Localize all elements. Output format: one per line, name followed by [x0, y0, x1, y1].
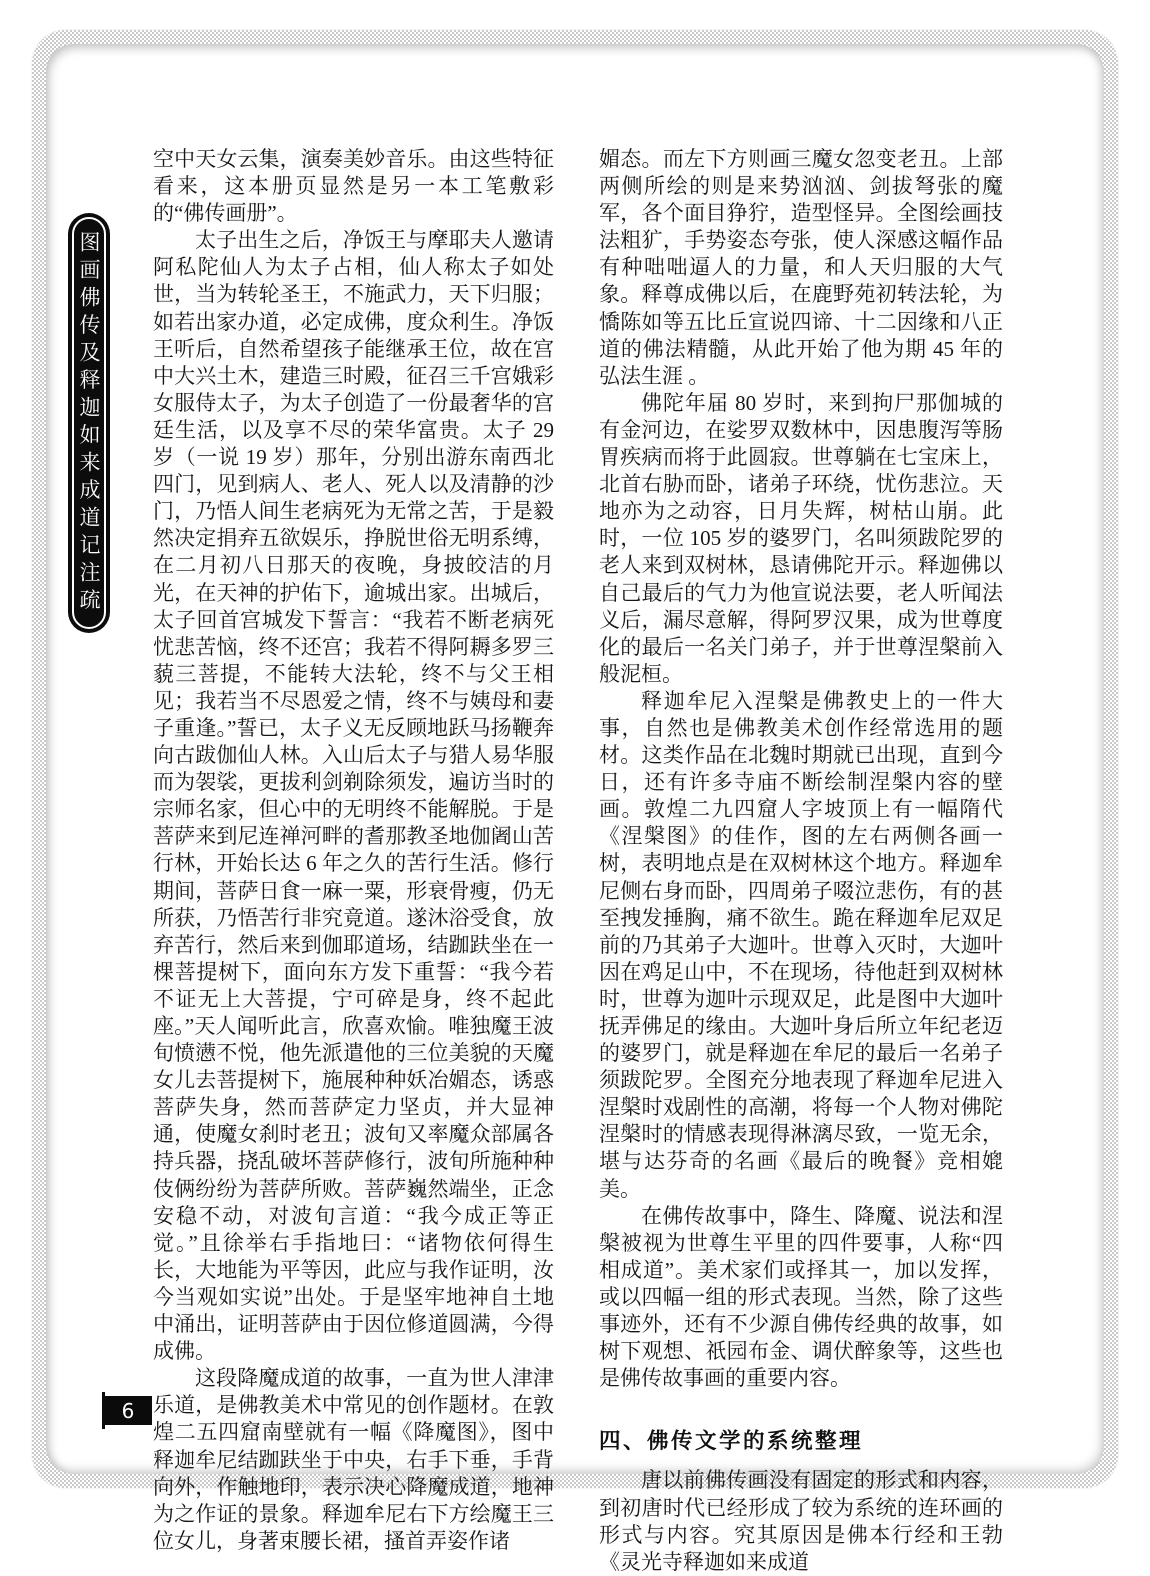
book-title-vertical-text: 图画佛传及释迦如来成道记注疏 [77, 230, 101, 616]
page-number-badge [104, 1396, 152, 1425]
paragraph: 太子出生之后，净饭王与摩耶夫人邀请阿私陀仙人为太子占相，仙人称太子如处世，当为转轮圣王，不施武力，天下归服；如若出家办道，必定成佛，度众利生。净饭王听后，自然希望孩子能继承王位，故在宫中大兴土木，建造三时殿，征召三千宫娥彩女服侍太子，为太子创造了一份最奢华的宫廷生活，以及享不尽的荣华富贵。太子 29 岁（一说 19 岁）那年，分别出游东南西北四门，见到病人、老人、死人以及清静的沙门，乃悟人间生老病死为无常之苦，于是毅然决定捐弃五欲娱乐，挣脱世俗无明系缚，在二月初八日那天的夜晚，身披皎洁的月光，在天神的护佑下，逾城出家。出城后，太子回首宫城发下誓言：“我若不断老病死忧悲苦恼，终不还宫；我若不得阿耨多罗三藐三菩提，不能转大法轮，终不与父王相见；我若当不尽恩爱之情，终不与姨母和妻子重逢。”誓已，太子义无反顾地跃马扬鞭奔向古跋伽仙人林。入山后太子与猎人易华服而为袈裟，更拔利剑剃除须发，遍访当时的宗师名家，但心中的无明终不能解脱。于是菩萨来到尼连禅河畔的耆那教圣地伽阇山苦行林，开始长达 6 年之久的苦行生活。修行期间，菩萨日食一麻一粟，形衰骨瘦，仍无所获，乃悟苦行非究竟道。遂沐浴受食，放弃苦行，然后来到伽耶道场，结跏趺坐在一棵菩提树下，面向东方发下重誓：“我今若不证无上大菩提，宁可碎是身，终不起此座。”天人闻听此言，欣喜欢愉。唯独魔王波旬愤懑不悦，他先派遣他的三位美貌的天魔女儿去菩提树下，施展种种妖冶媚态，诱惑菩萨失身，然而菩萨定力坚贞，并大显神通，使魔女刹时老丑；波旬又率魔众部属各持兵器，挠乱破坏菩萨修行，波旬所施种种伎俩纷纷为菩萨所败。菩萨巍然端坐，正念安稳不动，对波旬言道：“我今成正等正觉。”且徐举右手指地曰：“诸物依何得生长，大地能为平等因，此应与我作证明，汝今当观如实说”出处。于是坚牢地神自土地中涌出，证明菩萨由于因位修道圆满，今得成佛。 [153, 228, 554, 1364]
paragraph: 这段降魔成道的故事，一直为世人津津乐道，是佛教美术中常见的创作题材。在敦煌二五四窟南壁就有一幅《降魔图》，图中释迦牟尼结跏趺坐于中央，右手下垂，手背向外，作触地印，表示决心降魔成道，地神为之作证的景象。释迦牟尼右下方绘魔王三位女儿，身著束腰长裙，搔首弄姿作诸 [153, 1366, 554, 1553]
paragraph: 空中天女云集，演奏美妙音乐。由这些特征看来，这本册页显然是另一本工笔敷彩的“佛传画册”。 [153, 147, 554, 226]
book-title-tab [68, 213, 110, 633]
section-heading: 四、佛传文学的系统整理 [599, 1429, 864, 1454]
paragraph: 佛陀年届 80 岁时，来到拘尸那伽城的有金河边，在娑罗双数林中，因患腹泻等肠胃疾病而将于此圆寂。世尊躺在七宝床上，北首右胁而卧，诸弟子环绕，忧伤悲泣。天地亦为之动容，日月失辉，树枯山崩。此时，一位 105 岁的婆罗门，名叫须跋陀罗的老人来到双树林，恳请佛陀开示。释迦佛以自己最后的气力为他宣说法要，老人听闻法义后，漏尽意解，得阿罗汉果，成为世尊度化的最后一名关门弟子，并于世尊涅槃前入般泥桓。 [599, 390, 1003, 686]
text-column-right [599, 146, 1003, 1576]
text-column-left [153, 146, 554, 1555]
paragraph: 在佛传故事中，降生、降魔、说法和涅槃被视为世尊生平里的四件要事，人称“四相成道”。美术家们或择其一，加以发挥，或以四幅一组的形式表现。当然，除了这些事迹外，还有不少源自佛传经典的故事，如树下观想、祇园布金、调伏醉象等，这些也是佛传故事画的重要内容。 [599, 1203, 1003, 1391]
paragraph: 释迦牟尼入涅槃是佛教史上的一件大事，自然也是佛教美术创作经常选用的题材。这类作品在北魏时期就已出现，直到今日，还有许多寺庙不断绘制涅槃内容的壁画。敦煌二九四窟人字坡顶上有一幅隋代《涅槃图》的佳作，图的左右两侧各画一树，表明地点是在双树林这个地方。释迦牟尼侧右身而卧，四周弟子啜泣悲伤，有的甚至拽发捶胸，痛不欲生。跪在释迦牟尼双足前的乃其弟子大迦叶。世尊入灭时，大迦叶因在鸡足山中，不在现场，待他赶到双树林时，世尊为迦叶示现双足，此是图中大迦叶抚弄佛足的缘由。大迦叶身后所立年纪老迈的婆罗门，就是释迦在牟尼的最后一名弟子须跋陀罗。全图充分地表现了释迦牟尼进入涅槃时戏剧性的高潮，将每一个人物对佛陀涅槃时的情感表现得淋漓尽致，一览无余，堪与达芬奇的名画《最后的晚餐》竞相媲美。 [599, 688, 1003, 1201]
paragraph: 唐以前佛传画没有固定的形式和内容，到初唐时代已经形成了较为系统的连环画的形式与内容。究其原因是佛本行经和王勃《灵光寺释迦如来成道 [599, 1468, 1003, 1574]
paragraph: 媚态。而左下方则画三魔女忽变老丑。上部两侧所绘的则是来势汹汹、剑拔弩张的魔军，各个面目狰狞，造型怪异。全图绘画技法粗犷，手势姿态夸张，使人深感这幅作品有种咄咄逼人的力量，和人天归服的大气象。释尊成佛以后，在鹿野苑初转法轮，为憍陈如等五比丘宣说四谛、十二因缘和八正道的佛法精髓，从此开始了他为期 45 年的弘法生涯 。 [599, 147, 1003, 388]
page-number-tick [102, 1392, 105, 1429]
page-number: 6 [121, 1398, 135, 1423]
